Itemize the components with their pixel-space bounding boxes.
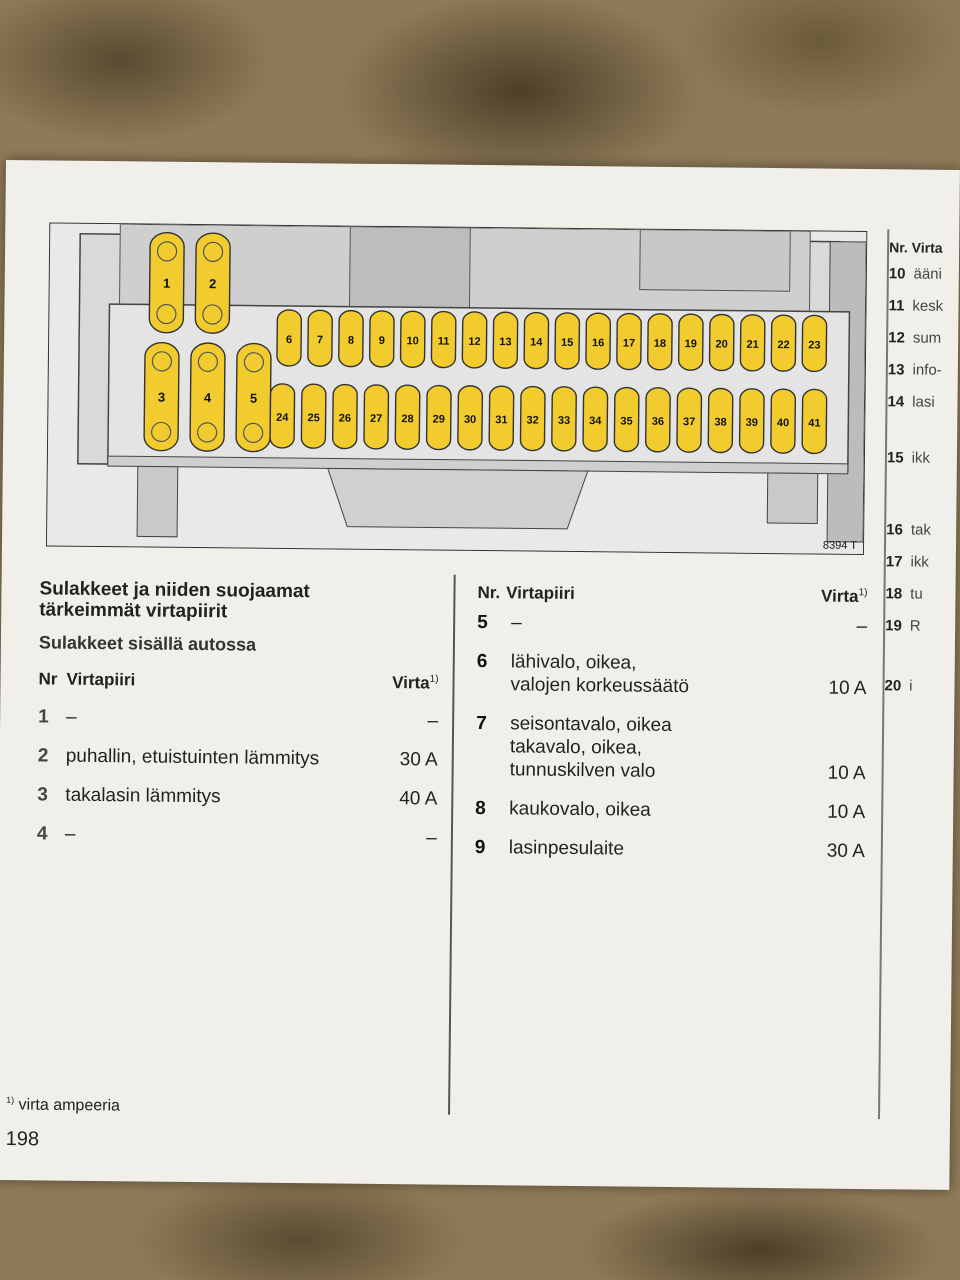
row-nr: 8 [475,797,486,820]
fuse-1 [149,233,184,333]
side-item: 20 i [884,677,913,695]
left-table-body [37,705,438,849]
fuse-11 [431,311,456,367]
fuse-12 [462,312,487,368]
fuse-4 [190,343,225,451]
fuse-26 [333,384,358,448]
row-nr: 3 [37,784,49,806]
side-item: 11 kesk [888,297,944,315]
fuse-label: 16 [591,337,605,350]
section-heading [39,578,439,624]
fuse-label: 30 [463,413,477,426]
fuse-label: 32 [526,414,539,427]
side-item: 13 info- [887,361,942,379]
fuse-34 [583,387,608,451]
table-row [37,822,437,849]
fuse-2 [195,233,230,333]
fuse-label: 13 [499,336,512,349]
fuse-31 [489,386,514,450]
table-row [475,836,865,863]
row-circuit: lähivalo, oikea, valojen korkeussäätö [510,651,690,698]
manual-page [0,160,960,1190]
fuse-30 [458,386,483,450]
side-item: 18 tu [885,585,923,603]
row-circuit: – [66,706,77,728]
row-circuit: kaukovalo, oikea [509,798,651,821]
fuse-16 [586,313,611,369]
header-amp: Virta$^{1)}$ [392,673,439,693]
fuse-label: 8 [347,334,355,347]
row-amp: 10 A [827,762,866,785]
fuse-7 [308,310,333,366]
fuse-41 [802,389,827,453]
table-header [477,583,867,607]
fuse-13 [493,312,518,368]
fuse-10 [400,311,425,367]
row-circuit: lasinpesulaite [508,837,625,860]
table-row [38,705,438,732]
right-column [475,583,868,863]
fuse-33 [552,387,577,451]
fuse-25 [301,384,326,448]
left-column [37,578,440,849]
table-row [476,712,867,785]
fuse-label: 28 [401,413,414,426]
row-amp: 10 A [827,801,866,824]
fuse-9 [370,311,395,367]
row-amp: – [426,827,438,849]
page-number: 198 [5,1128,40,1151]
fuse-40 [771,389,796,453]
fuse-label: 40 [776,417,790,430]
fuse-28 [395,385,420,449]
row-nr: 2 [37,745,49,767]
fuse-label: 12 [468,335,481,348]
fuse-label: 41 [808,417,821,430]
fuse-29 [426,385,451,449]
heading-line-1: Sulakkeet ja niiden suojaamat [39,578,310,603]
fuse-label: 24 [276,411,289,424]
side-item: 14 lasi [887,393,935,411]
row-nr: 9 [474,836,486,859]
header-nr: Nr [38,669,58,689]
header-circuit: Virtapiiri [66,669,136,690]
fuse-label: 35 [620,415,633,428]
fuse-label: 36 [651,415,665,428]
row-nr: 6 [476,650,488,673]
table-row [477,611,867,638]
table-row [476,650,866,700]
column-divider [448,575,455,1115]
fuse-19 [679,314,704,370]
fuse-label: 10 [406,335,419,348]
fuse-18 [648,314,673,370]
fuse-label: 18 [653,337,667,350]
table-row [37,783,437,810]
fuse-box-drawing [47,223,866,554]
next-page-column [884,239,960,710]
fuse-label: 25 [307,412,320,425]
side-item: 19 R [885,617,921,635]
right-table-body [475,611,868,863]
side-item: 17 ikk [885,553,929,571]
fuse-39 [739,389,764,453]
fuse-35 [614,387,639,451]
fuse-label: 20 [715,338,728,351]
side-item: 16 tak [886,521,931,539]
fuse-label: 33 [557,414,571,427]
figure-id: 8394 T [822,539,858,552]
fuse-label: 6 [286,333,293,347]
fuse-label: 7 [316,334,324,347]
fuse-24 [270,384,295,448]
fuse-label: 39 [745,416,758,429]
fuse-label: 17 [622,337,636,350]
fuse-label: 23 [808,339,821,352]
fuse-label: 15 [561,336,574,349]
row-circuit: – [511,612,522,634]
row-amp: 10 A [828,677,867,700]
fuse-label: 2 [209,276,217,292]
fuse-label: 34 [589,415,602,428]
fuse-label: 9 [378,334,385,347]
fuse-label: 37 [683,416,696,429]
header-circuit: Virtapiiri [506,583,575,603]
row-amp: – [427,710,439,732]
fuse-label: 29 [432,413,445,426]
fuse-15 [555,313,580,369]
footnote: $^{1)}$ virta ampeeria [6,1095,121,1115]
heading-line-2: tärkeimmät virtapiirit [39,599,228,623]
fuse-label: 1 [163,275,171,291]
row-amp: 40 A [399,788,438,810]
section-subheading: Sulakkeet sisällä autossa [38,632,257,655]
fuse-6 [277,310,302,366]
fuse-22 [771,315,796,371]
fuse-8 [339,310,364,366]
fuse-27 [364,385,389,449]
row-nr: 1 [38,706,49,728]
row-circuit: seisontavalo, oikea takavalo, oikea, tunnuskilven valo [509,713,672,782]
side-item: 10 ääni [888,265,942,283]
fuse-label: 38 [714,416,727,429]
row-amp: 30 A [826,840,865,863]
header-amp: Virta$^{1)}$ [820,586,868,606]
row-circuit: – [64,823,76,845]
row-nr: 5 [477,611,488,634]
fuse-label: 19 [684,338,697,351]
row-circuit: puhallin, etuistuinten lämmitys [65,745,320,770]
fuse-38 [708,388,733,452]
row-amp: – [856,615,868,638]
fuse-14 [524,312,549,368]
fuse-23 [802,315,827,371]
fuse-label: 5 [249,390,258,406]
fuse-20 [709,314,734,370]
header-nr: Nr. [477,582,501,603]
row-amp: 30 A [399,749,438,771]
fuse-label: 26 [338,412,352,425]
fuse-3 [144,342,179,450]
fuse-37 [677,388,702,452]
fuse-17 [617,313,642,369]
fuse-label: 3 [157,389,166,405]
side-header: Nr. Virta [889,239,943,256]
fuse-label: 11 [437,335,450,348]
fuse-box-diagram [46,222,867,555]
fuse-32 [520,386,545,450]
fuse-label: 31 [495,414,508,427]
row-circuit: takalasin lämmitys [65,784,221,808]
table-header [38,669,438,693]
fuse-21 [740,315,765,371]
fuse-label: 14 [530,336,543,349]
fuse-5 [236,343,271,451]
fuse-label: 4 [203,390,212,406]
table-row [38,744,438,771]
fuse-36 [646,388,671,452]
row-nr: 4 [36,823,48,845]
table-row [475,797,865,824]
side-item: 15 ikk [886,449,931,467]
fuse-label: 21 [746,338,759,351]
side-item: 12 sum [888,329,942,347]
row-nr: 7 [476,712,487,735]
fuse-label: 27 [370,412,383,425]
fuse-label: 22 [777,339,790,352]
